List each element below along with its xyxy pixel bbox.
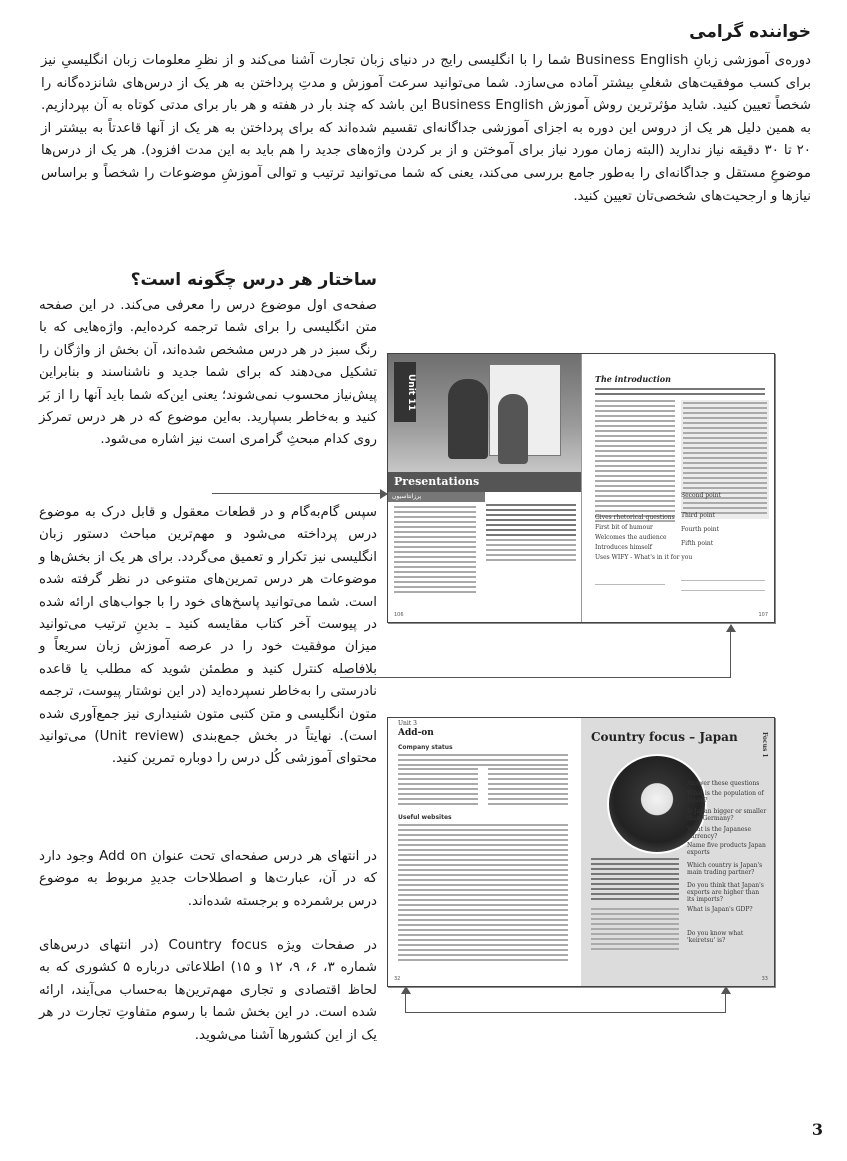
japan-persian-lines bbox=[591, 908, 679, 953]
arrow-line-2 bbox=[340, 677, 730, 678]
field-fourth-point: Fourth point bbox=[681, 526, 720, 533]
websites-lines bbox=[398, 824, 568, 964]
right-column-lines bbox=[486, 504, 576, 564]
translation-box bbox=[681, 400, 769, 519]
arrow-head-1 bbox=[380, 489, 388, 499]
spread1-left-page bbox=[388, 354, 582, 622]
q-item-3: Welcomes the audience bbox=[595, 534, 667, 541]
addon-title: Add-on bbox=[398, 728, 434, 738]
answer-line bbox=[681, 590, 765, 591]
spread2-right-page bbox=[581, 718, 774, 986]
arrow-vert-2 bbox=[730, 630, 731, 678]
page-number-right: 107 bbox=[758, 612, 768, 618]
paragraph-exercises: سپس گام‌به‌گام و در قطعات معقول و قابل درک به موضوع درس پرداخته می‌شود و مهم‌ترین مباحث دستور زبان انگلیسی نیز تکرار و تعمیق می‌گردد. برای هر یک از بخش‌ها و موضوعات هر درس تمرین‌های متنوعی در نظر گرفته شده است. شما می‌توانید پاسخ‌های خود را با جواب‌های ارائه شده در پیوست آخر کتاب مقایسه کنید ـ بدینِ ترتیب می‌توانید میزان موفقیت خود را در عرصه آموزش زبان سریعاً و بلافاصله کنترل کنید و مطمئن شوید که مطلب یا قاعده نادرستی را به‌خاطر نسپرده‌اید (در این نوشتار پیوست، ترجمه متون انگلیسی و متن کتبی متون شنیداری نیز جمع‌آوری شده است). نهایتاً در بخش جمع‌بندی (Unit review) می‌توانید محتوای آموزشی کُل درس را دوباره تمرین کنید. bbox=[39, 505, 377, 767]
q-item-4: Introduces himself bbox=[595, 544, 652, 551]
page-number-left-2: 32 bbox=[394, 976, 401, 982]
japan-intro-lines bbox=[591, 858, 679, 903]
field-second-point: Second point bbox=[681, 492, 721, 499]
arrow-vert-3 bbox=[725, 992, 726, 1013]
company-status-heading: Company status bbox=[398, 744, 453, 751]
arrow-line-1 bbox=[212, 493, 382, 494]
field-fifth-point: Fifth point bbox=[681, 540, 714, 547]
arrow-head-2 bbox=[726, 624, 736, 632]
unit3-label: Unit 3 bbox=[398, 720, 417, 727]
arrow-head-4 bbox=[401, 986, 411, 994]
useful-websites-heading: Useful websites bbox=[398, 814, 452, 821]
structure-heading: ساختار هر درس چگونه است؟ bbox=[130, 270, 377, 290]
answer-line bbox=[595, 584, 665, 585]
presentations-title: Presentations bbox=[388, 472, 582, 492]
question-4: Name five products Japan exports bbox=[687, 842, 766, 856]
intro-paragraph: دوره‌ی آموزشی زبانِ Business English شما را با انگلیسی رایج در دنیای زبان تجارت آشنا می‌کند و از نظرِ معلومات زبان انگلیسیِ نیز برای کسب موفقیت‌های شغلیِ بیشتر آماده می‌سازد. شما می‌توانید سرعت آموزش و مدتِ پرداختن به هر یک از درس‌های شانزده‌گانه را شخصاً تعیین کنید. شاید مؤثرترین روش آموزش Business English این باشد که چند بار در هفته و هر بار برای مدتی کوتاه به آن بپردازیم. به همین دلیل هر یک از دروس این دوره به اجزای آموزشی جداگانه‌ای تقسیم شده‌اند که برای پرداختن به هر یک از آنها قاعدتاً به بیشتر از ۲۰ تا ۳۰ دقیقه نیاز ندارید (البته زمان مورد نیاز برای آموختن و از بر کردن واژه‌های جدید را هم باید به این مدت افزود). هر یک از درس‌ها موضوعِ مستقل و جداگانه‌ای را به‌طور جامع بررسی می‌کند، یعنی که شما می‌توانید ترتیب و توالی آموزشِ موضوعات را شخصاً و براساس نیازها و ارجحیت‌های شخصی‌تان تعیین کنید. bbox=[41, 53, 812, 204]
left-column-lines bbox=[394, 506, 476, 596]
question-8: Do you know what 'keiretsu' is? bbox=[687, 930, 744, 944]
country-focus-title: Country focus – Japan bbox=[591, 730, 738, 744]
presentation-photo bbox=[388, 354, 581, 472]
focus-label: Focus 1 bbox=[761, 732, 768, 758]
english-text-lines bbox=[595, 400, 675, 525]
intro-text-lines bbox=[595, 388, 765, 398]
page-number-left: 106 bbox=[394, 612, 404, 618]
q-item-5: Uses WIFY - What's in it for you bbox=[595, 554, 693, 561]
page-number-right-2: 33 bbox=[761, 976, 768, 982]
question-3: What is the Japanese currency? bbox=[687, 826, 752, 840]
arrow-line-3 bbox=[405, 1012, 725, 1013]
presentations-subtitle: پرزانتاسیون bbox=[388, 492, 485, 502]
question-2: Is Japan bigger or smaller than Germany? bbox=[687, 808, 767, 822]
question-5: Which country is Japan's main trading partner? bbox=[687, 862, 763, 876]
arrow-vert-4 bbox=[405, 992, 406, 1013]
paragraph-addon: در انتهای هر درس صفحه‌ای تحت عنوان Add on وجود دارد که در آن، عبارت‌ها و اصطلاحات جدیدِ مربوط به موضوع درس برشمرده و برجسته شده‌اند. bbox=[39, 849, 377, 909]
q-item-2: First bit of humour bbox=[595, 524, 653, 531]
spread2-left-page bbox=[388, 718, 582, 986]
page-number: 3 bbox=[811, 1120, 823, 1139]
question-1: What is the population of Japan? bbox=[687, 790, 764, 804]
term-list-left bbox=[398, 768, 478, 808]
spread1-right-page bbox=[581, 354, 774, 622]
company-status-lines bbox=[398, 754, 568, 769]
reader-heading: خواننده گرامی bbox=[689, 22, 811, 42]
q-item-1: Gives rhetorical questions bbox=[595, 514, 675, 521]
introduction-title: The introduction bbox=[595, 374, 671, 384]
arrow-head-3 bbox=[721, 986, 731, 994]
field-third-point: Third point bbox=[681, 512, 716, 519]
book-spread-japan bbox=[387, 717, 775, 987]
question-7: What is Japan's GDP? bbox=[687, 906, 753, 913]
book-spread-presentations bbox=[387, 353, 775, 623]
question-6: Do you think that Japan's exports are higher than its imports? bbox=[687, 882, 764, 903]
paragraph-first-page: صفحه‌ی اول موضوع درس را معرفی می‌کند. در این صفحه متن انگلیسی را برای شما ترجمه کرده‌ایم. واژه‌هایی که با رنگ سبز در هر درس مشخص شده‌اند، آن بخش از واژگان را تشکیل می‌دهند که برای شما جدید و ناشناسند و بنابراین پیش‌نیاز محسوب نمی‌شوند؛ یعنی این‌که شما باید آنها را از بَر کنید و به‌خاطر بسپارید. به‌این موضوع که در هر درس تمرکز روی کدام مبحثِ گرامری است نیز اشاره می‌شود. bbox=[39, 298, 377, 448]
term-list-right bbox=[488, 768, 568, 808]
paragraph-country-focus: در صفحات ویژه Country focus (در انتهای درس‌های شماره ۳، ۶، ۹، ۱۲ و ۱۵) اطلاعاتی درباره ۵ کشوری که به لحاظ اقتصادی و تجاری مهم‌ترین‌ها به‌حساب می‌آیند، ارائه شده است. در این بخش شما با رسوم متفاوتِ تجارت در هر یک از این کشورها آشنا می‌شوید. bbox=[39, 938, 377, 1043]
answer-line bbox=[681, 580, 765, 581]
unit-tag: Unit 11 bbox=[394, 362, 416, 422]
question-0: Answer these questions bbox=[687, 780, 760, 787]
